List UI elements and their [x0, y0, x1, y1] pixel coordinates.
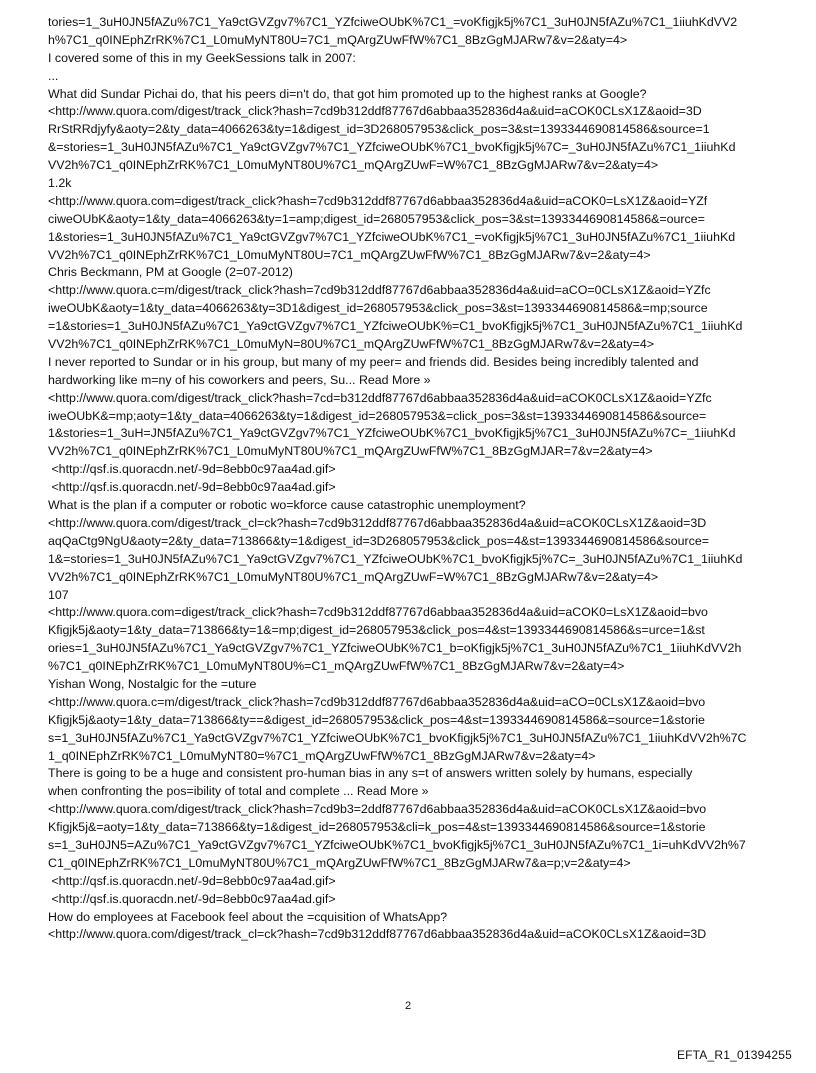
- text-line: VV2h%7C1_q0INEphZrRK%7C1_L0muMyNT80U=7C1_mQArgZUwFfW%7C1_8BzGgMJARw7&v=2&aty=4>: [48, 247, 651, 262]
- text-line: Kfigjk5j&aoty=1&ty_data=713866&ty==&digest_id=268057953&click_pos=4&st=1393344690814586&=source=1&storie: [48, 712, 705, 727]
- text-line: <http://qsf.is.quoracdn.net/-9d=8ebb0c97aa4ad.gif>: [48, 891, 336, 906]
- document-id: EFTA_R1_01394255: [676, 1048, 792, 1062]
- text-line: 1&stories=1_3uH0JN5fAZu%7C1_Ya9ctGVZgv7%7C1_YZfciweOUbK%7C1_=voKfigjk5j%7C1_3uH0JN5fAZu%7C1_1iiuhKd: [48, 229, 736, 244]
- text-line: ories=1_3uH0JN5fAZu%7C1_Ya9ctGVZgv7%7C1_YZfciweOUbK%7C1_b=oKfigjk5j%7C1_3uH0JN5fAZu%7C1_1iiuhKdVV2h: [48, 641, 742, 656]
- text-line: aqQaCtg9NgU&aoty=2&ty_data=713866&ty=1&digest_id=3D268057953&click_pos=4&st=1393344690814586&source=: [48, 533, 709, 548]
- text-line: &=stories=1_3uH0JN5fAZu%7C1_Ya9ctGVZgv7%7C1_YZfciweOUbK%7C1_bvoKfigjk5j%7C=_3uH0JN5fAZu%7C1_1iiuhKd: [48, 140, 736, 155]
- text-line: <http://www.quora.com/digest/track_click?hash=7cd9b3=2ddf87767d6abbaa352836d4a&uid=aCOK0CLsX1Z&aoid=bvo: [48, 802, 707, 817]
- text-line: What is the plan if a computer or robotic wo=kforce cause catastrophic unemployment?: [48, 498, 526, 513]
- text-line: Chris Beckmann, PM at Google (2=07-2012): [48, 265, 293, 280]
- text-line: when confronting the pos=ibility of total and complete ... Read More »: [48, 784, 429, 799]
- text-line: Yishan Wong, Nostalgic for the =uture: [48, 676, 257, 691]
- text-line: ciweOUbK&aoty=1&ty_data=4066263&ty=1=amp;digest_id=268057953&click_pos=3&st=1393344690814586&=ource=: [48, 211, 705, 226]
- text-line: I covered some of this in my GeekSessions talk in 2007:: [48, 50, 356, 65]
- text-line: VV2h%7C1_q0INEphZrRK%7C1_L0muMyNT80U%7C1_mQArgZUwFfW%7C1_8BzGgMJAR=7&v=2&aty=4>: [48, 444, 653, 459]
- text-line: 1_q0INEphZrRK%7C1_L0muMyNT80=%7C1_mQArgZUwFfW%7C1_8BzGgMJARw7&v=2&aty=4>: [48, 748, 596, 763]
- text-line: Kfigjk5j&=aoty=1&ty_data=713866&ty=1&digest_id=268057953&cli=k_pos=4&st=1393344690814586&source=1&storie: [48, 820, 706, 835]
- text-line: 107: [48, 587, 69, 602]
- text-line: <http://www.quora.com/digest/track_click?hash=7cd=b312ddf87767d6abbaa352836d4a&uid=aCOK0CLsX1Z&aoid=YZfc: [48, 390, 712, 405]
- page-number: 2: [404, 1000, 412, 1012]
- text-line: s=1_3uH0JN5=AZu%7C1_Ya9ctGVZgv7%7C1_YZfciweOUbK%7C1_bvoKfigjk5j%7C1_3uH0JN5fAZu%7C1_1i=uhKdVV2h%7: [48, 837, 746, 852]
- text-line: <http://www.quora.com/digest/track_click?hash=7cd9b312ddf87767d6abbaa352836d4a&uid=aCOK0CLsX1Z&aoid=3D: [48, 104, 702, 119]
- text-line: <http://qsf.is.quoracdn.net/-9d=8ebb0c97aa4ad.gif>: [48, 873, 336, 888]
- text-line: hardworking like m=ny of his coworkers and peers, Su... Read More »: [48, 372, 431, 387]
- text-line: <http://www.quora.c=m/digest/track_click?hash=7cd9b312ddf87767d6abbaa352836d4a&uid=aCO=0CLsX1Z&aoid=YZfc: [48, 283, 711, 298]
- text-line: <http://www.quora.com/digest/track_cl=ck?hash=7cd9b312ddf87767d6abbaa352836d4a&uid=aCOK0CLsX1Z&aoid=3D: [48, 927, 707, 942]
- text-line: RrStRRdjyfy&aoty=2&ty_data=4066263&ty=1&digest_id=3D268057953&click_pos=3&st=1393344690814586&source=1: [48, 122, 710, 137]
- text-line: 1&stories=1_3uH=JN5fAZu%7C1_Ya9ctGVZgv7%7C1_YZfciweOUbK%7C1_bvoKfigjk5j%7C1_3uH0JN5fAZu%7C=_1iiuhKd: [48, 426, 736, 441]
- text-line: What did Sundar Pichai do, that his peers di=n't do, that got him promoted up to the highest ranks at Google?: [48, 86, 647, 101]
- text-line: ...: [48, 68, 59, 83]
- text-line: tories=1_3uH0JN5fAZu%7C1_Ya9ctGVZgv7%7C1_YZfciweOUbK%7C1_=voKfigjk5j%7C1_3uH0JN5fAZu%7C1_1iiuhKdVV2: [48, 15, 738, 29]
- text-line: There is going to be a huge and consistent pro-human bias in any s=t of answers written solely by humans, especially: [48, 766, 693, 781]
- text-line: 1&=stories=1_3uH0JN5fAZu%7C1_Ya9ctGVZgv7%7C1_YZfciweOUbK%7C1_bvoKfigjk5j%7C=_3uH0JN5fAZu%7C1_1iiuhKd: [48, 551, 743, 566]
- text-line: VV2h%7C1_q0INEphZrRK%7C1_L0muMyNT80U%7C1_mQArgZUwF=W%7C1_8BzGgMJARw7&v=2&aty=4>: [48, 569, 659, 584]
- text-line: How do employees at Facebook feel about the =cquisition of WhatsApp?: [48, 909, 448, 924]
- text-line: C1_q0INEphZrRK%7C1_L0muMyNT80U%7C1_mQArgZUwFfW%7C1_8BzGgMJARw7&a=p;v=2&aty=4>: [48, 855, 631, 870]
- text-line: %7C1_q0INEphZrRK%7C1_L0muMyNT80U%=C1_mQArgZUwFfW%7C1_8BzGgMJARw7&v=2&aty=4>: [48, 659, 625, 674]
- text-line: h%7C1_q0INEphZrRK%7C1_L0muMyNT80U=7C1_mQArgZUwFfW%7C1_8BzGgMJARw7&v=2&aty=4>: [48, 32, 628, 47]
- email-body-text: [48, 14, 772, 944]
- text-line: <http://www.quora.com/digest/track_cl=ck?hash=7cd9b312ddf87767d6abbaa352836d4a&uid=aCOK0CLsX1Z&aoid=3D: [48, 515, 707, 530]
- text-line: =1&stories=1_3uH0JN5fAZu%7C1_Ya9ctGVZgv7%7C1_YZfciweOUbK%=C1_bvoKfigjk5j%7C1_3uH0JN5fAZu%7C1_1iiuhKd: [48, 319, 743, 334]
- text-line: iweOUbK&aoty=1&ty_data=4066263&ty=3D1&digest_id=268057953&click_pos=3&st=1393344690814586&=mp;source: [48, 301, 708, 316]
- text-line: <http://www.quora.com=digest/track_click?hash=7cd9b312ddf87767d6abbaa352836d4a&uid=aCOK0=LsX1Z&aoid=YZf: [48, 193, 708, 208]
- text-line: iweOUbK&=mp;aoty=1&ty_data=4066263&ty=1&digest_id=268057953&=click_pos=3&st=1393344690814586&source=: [48, 408, 707, 423]
- text-line: 1.2k: [48, 176, 72, 191]
- text-line: <http://qsf.is.quoracdn.net/-9d=8ebb0c97aa4ad.gif>: [48, 480, 336, 495]
- text-line: <http://www.quora.c=m/digest/track_click?hash=7cd9b312ddf87767d6abbaa352836d4a&uid=aCO=0CLsX1Z&aoid=bvo: [48, 694, 706, 709]
- text-line: VV2h%7C1_q0INEphZrRK%7C1_L0muMyN=80U%7C1_mQArgZUwFfW%7C1_8BzGgMJARw7&v=2&aty=4>: [48, 337, 655, 352]
- text-line: <http://qsf.is.quoracdn.net/-9d=8ebb0c97aa4ad.gif>: [48, 462, 336, 477]
- text-line: Kfigjk5j&aoty=1&ty_data=713866&ty=1&=mp;digest_id=268057953&click_pos=4&st=1393344690814586&s=urce=1&st: [48, 623, 705, 638]
- text-line: I never reported to Sundar or in his group, but many of my peer= and friends did. Besides being incredibly talented and: [48, 354, 699, 369]
- text-line: s=1_3uH0JN5fAZu%7C1_Ya9ctGVZgv7%7C1_YZfciweOUbK%7C1_bvoKfigjk5j%7C1_3uH0JN5fAZu%7C1_1iiuhKdVV2h%7C: [48, 730, 747, 745]
- text-line: VV2h%7C1_q0INEphZrRK%7C1_L0muMyNT80U%7C1_mQArgZUwF=W%7C1_8BzGgMJARw7&v=2&aty=4>: [48, 158, 659, 173]
- text-line: <http://www.quora.com=digest/track_click?hash=7cd9b312ddf87767d6abbaa352836d4a&uid=aCOK0=LsX1Z&aoid=bvo: [48, 605, 708, 620]
